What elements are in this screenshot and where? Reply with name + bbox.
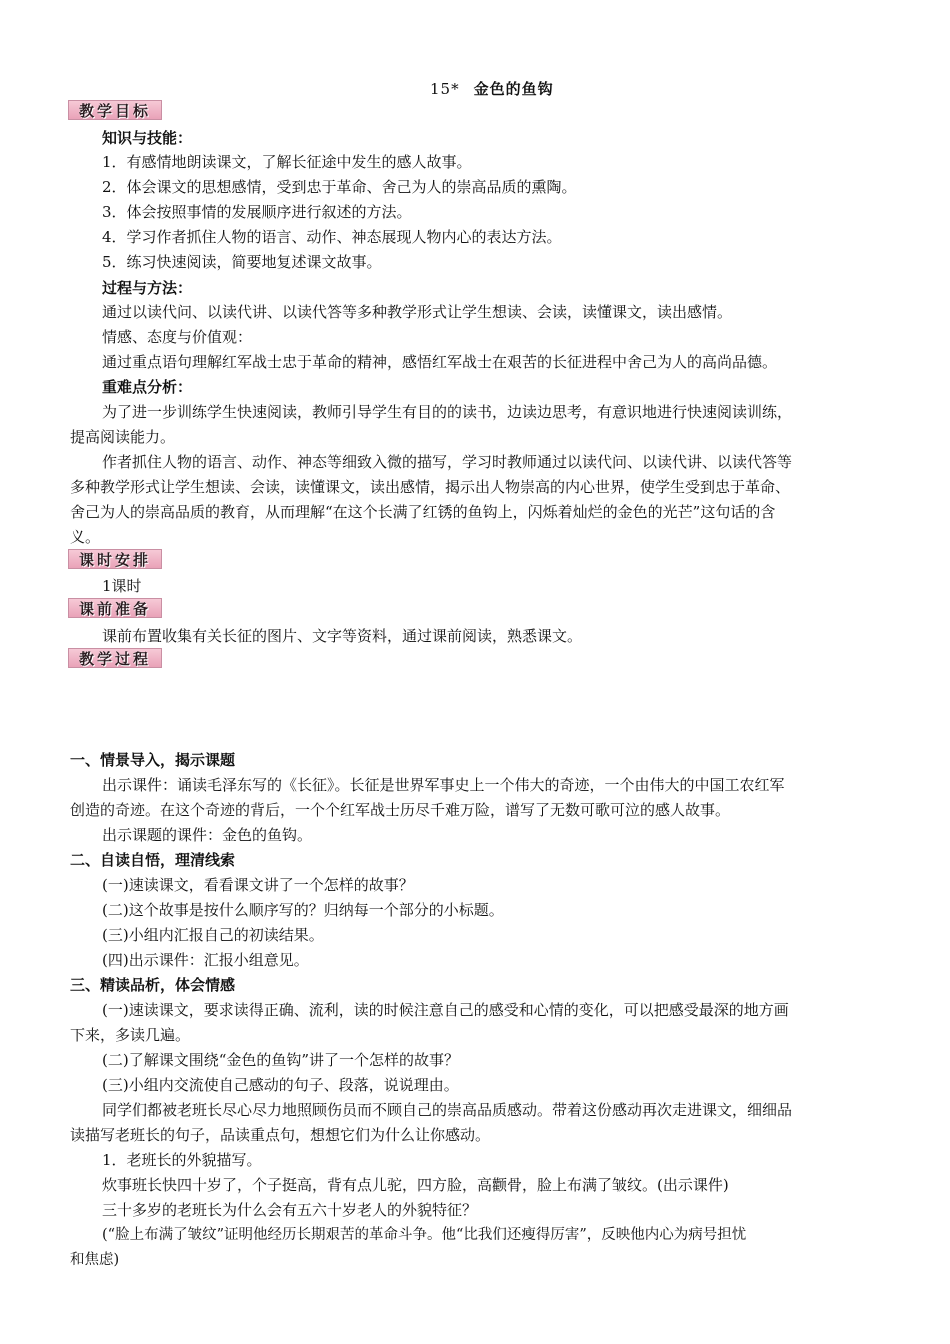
lesson-number: 15* (430, 80, 460, 98)
badge-preparation: 课前准备 (68, 598, 162, 618)
difficulty-paragraph: 多种教学形式让学生想读、会读，读懂课文，读出感情，揭示出人物崇高的内心世界，使学生受到忠于革命、 (70, 478, 791, 496)
paragraph-line: 出示课件：诵读毛泽东写的《长征》。长征是世界军事史上一个伟大的奇迹，一个由伟大的中国工农红军 (102, 776, 785, 794)
list-item: (四)出示课件：汇报小组意见。 (102, 951, 309, 969)
difficulty-paragraph: 为了进一步训练学生快速阅读，教师引导学生有目的的读书，边读边思考，有意识地进行快速阅读训练， (102, 403, 793, 421)
quote-line: 炊事班长快四十岁了，个子挺高，背有点儿驼，四方脸，高颧骨，脸上布满了皱纹。(出示课件) (102, 1176, 729, 1194)
objective-item: 2．体会课文的思想感情，受到忠于革命、舍己为人的崇高品质的熏陶。 (102, 178, 577, 196)
question-line: 三十多岁的老班长为什么会有五六十岁老人的外貌特征？ (102, 1201, 478, 1219)
difficulty-paragraph: 作者抓住人物的语言、动作、神态等细致入微的描写，学习时教师通过以读代问、以读代讲、以读代答等 (102, 453, 793, 471)
paragraph-line: 出示课题的课件：金色的鱼钩。 (102, 826, 313, 844)
difficulty-heading: 重难点分析： (102, 378, 193, 396)
schedule-text: 1课时 (102, 577, 142, 595)
paragraph-line: 读描写老班长的句子，品读重点句，想想它们为什么让你感动。 (70, 1126, 491, 1144)
list-item: (一)速读课文，要求读得正确、流利，读的时候注意自己的感受和心情的变化，可以把感受最深的地方画 (102, 1001, 789, 1019)
sub-heading: 1．老班长的外貌描写。 (102, 1151, 262, 1169)
difficulty-paragraph: 义。 (70, 528, 101, 546)
list-item: (三)小组内汇报自己的初读结果。 (102, 926, 324, 944)
badge-process: 教学过程 (68, 648, 162, 668)
emotion-heading: 情感、态度与价值观： (102, 328, 253, 346)
list-item: (二)了解课文围绕“金色的鱼钩”讲了一个怎样的故事？ (102, 1051, 460, 1069)
section-heading: 二、自读自悟，理清线索 (70, 851, 236, 869)
paragraph-line: 同学们都被老班长尽心尽力地照顾伤员而不顾自己的崇高品质感动。带着这份感动再次走进课文，细细品 (102, 1101, 793, 1119)
paragraph-line: 创造的奇迹。在这个奇迹的背后，一个个红军战士历尽千难万险，谱写了无数可歌可泣的感人故事。 (70, 801, 731, 819)
knowledge-heading: 知识与技能： (102, 129, 193, 147)
answer-line: (“脸上布满了皱纹”证明他经历长期艰苦的革命斗争。他“比我们还瘦得厉害”，反映他内心为病号担忧 (102, 1227, 747, 1243)
difficulty-paragraph: 提高阅读能力。 (70, 428, 176, 446)
lesson-title (430, 78, 554, 99)
answer-line: 和焦虑) (70, 1252, 120, 1268)
lesson-name: 金色的鱼钩 (473, 80, 554, 98)
list-item: 下来，多读几遍。 (70, 1026, 191, 1044)
list-item: (三)小组内交流使自己感动的句子、段落，说说理由。 (102, 1076, 459, 1094)
objective-item: 3．体会按照事情的发展顺序进行叙述的方法。 (102, 203, 412, 221)
difficulty-paragraph: 舍己为人的崇高品质的教育，从而理解“在这个长满了红锈的鱼钩上，闪烁着灿烂的金色的光芒”这句话的含 (70, 503, 776, 521)
process-method-heading: 过程与方法： (102, 279, 193, 297)
list-item: (二)这个故事是按什么顺序写的？归纳每一个部分的小标题。 (102, 901, 504, 919)
emotion-text: 通过重点语句理解红军战士忠于革命的精神，感悟红军战士在艰苦的长征进程中舍己为人的高尚品德。 (102, 353, 778, 371)
process-method-text: 通过以读代问、以读代讲、以读代答等多种教学形式让学生想读、会读，读懂课文，读出感情。 (102, 303, 733, 321)
badge-schedule: 课时安排 (68, 549, 162, 569)
section-heading: 一、情景导入，揭示课题 (70, 751, 236, 769)
objective-item: 4．学习作者抓住人物的语言、动作、神态展现人物内心的表达方法。 (102, 228, 562, 246)
preparation-text: 课前布置收集有关长征的图片、文字等资料，通过课前阅读，熟悉课文。 (102, 627, 583, 645)
section-heading: 三、精读品析，体会情感 (70, 976, 236, 994)
objective-item: 1．有感情地朗读课文，了解长征途中发生的感人故事。 (102, 153, 472, 171)
list-item: (一)速读课文，看看课文讲了一个怎样的故事？ (102, 876, 414, 894)
objective-item: 5．练习快速阅读，简要地复述课文故事。 (102, 253, 382, 271)
badge-objectives: 教学目标 (68, 100, 162, 120)
